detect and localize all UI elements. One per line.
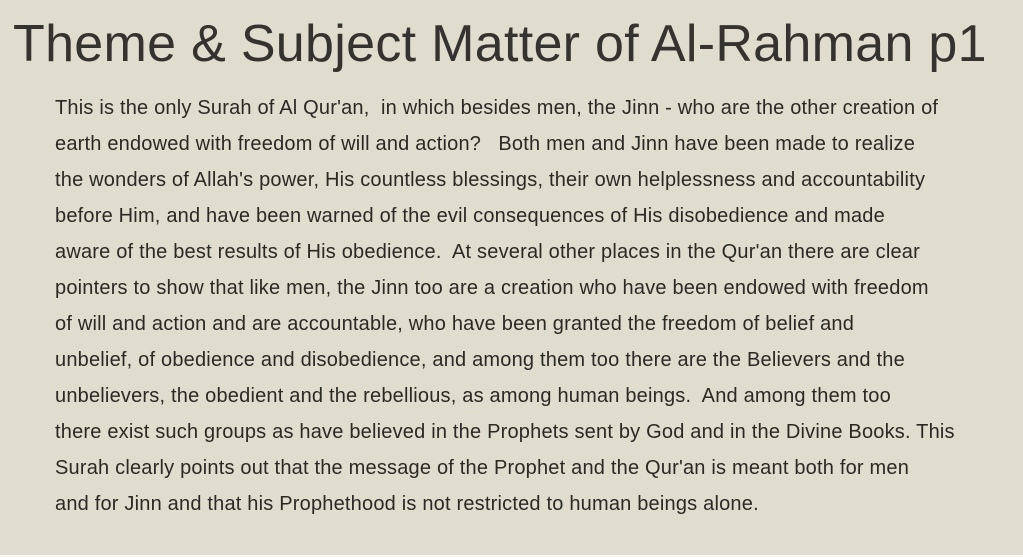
- body-paragraph: [55, 90, 1015, 522]
- body-text-line: pointers to show that like men, the Jinn too are a creation who have been endowed with freedom: [55, 277, 929, 299]
- body-text-line: earth endowed with freedom of will and action? Both men and Jinn have been made to realize: [55, 133, 916, 155]
- body-text-line: of will and action and are accountable, who have been granted the freedom of belief and: [55, 313, 855, 335]
- body-text-line: aware of the best results of His obedience. At several other places in the Qur'an there are clear: [55, 241, 920, 263]
- body-text-line: before Him, and have been warned of the evil consequences of His disobedience and made: [55, 205, 885, 227]
- body-text-line: unbelievers, the obedient and the rebellious, as among human beings. And among them too: [55, 385, 891, 407]
- body-text-line: there exist such groups as have believed in the Prophets sent by God and in the Divine Books. This: [55, 421, 955, 443]
- body-text-line: Surah clearly points out that the message of the Prophet and the Qur'an is meant both for men: [55, 457, 910, 479]
- body-text-line: and for Jinn and that his Prophethood is not restricted to human beings alone.: [55, 493, 759, 515]
- slide-title: Theme & Subject Matter of Al-Rahman p1: [13, 15, 987, 73]
- body-text-line: unbelief, of obedience and disobedience, and among them too there are the Believers and the: [55, 349, 905, 371]
- body-text-line: This is the only Surah of Al Qur'an, in which besides men, the Jinn - who are the other creation of: [55, 97, 939, 119]
- body-text-line: the wonders of Allah's power, His countless blessings, their own helplessness and accountability: [55, 169, 926, 191]
